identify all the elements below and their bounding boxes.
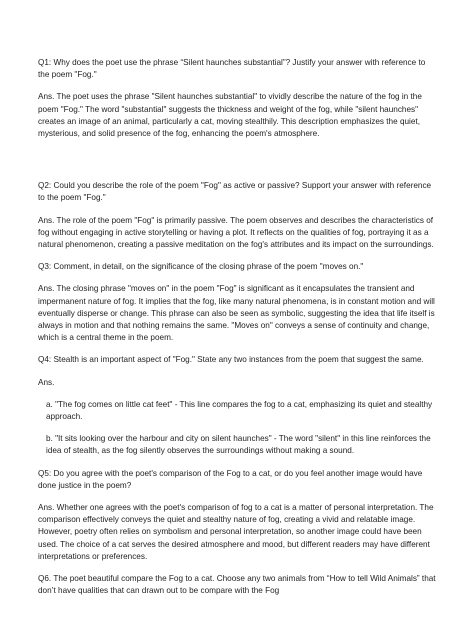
question-6: Q6. The poet beautiful compare the Fog to a cat. Choose any two animals from “How to tell Wild Animals” that don’t have qualities that can drawn out to be compare with the Fog <box>38 574 436 596</box>
answer-4-item-a: a. "The fog comes on little cat feet" - This line compares the fog to a cat, emphasizing its quiet and stealthy approach. <box>46 399 433 422</box>
answer-5: Ans. Whether one agrees with the poet's comparison of fog to a cat is a matter of personal interpretation. The comparison effectively conveys the quiet and stealthy nature of fog, creating a vivid and relatable image. However, poetry often relies on symbolism and personal interpretation, so another image could have been used. The choice of a cat serves the desired atmosphere and mood, but different readers may have different interpretations or preferences. <box>38 503 434 561</box>
question-4: Q4: Stealth is an important aspect of "Fog." State any two instances from the poem that suggest the same. <box>38 355 424 365</box>
question-5: Q5: Do you agree with the poet's comparison of the Fog to a cat, or do you feel another image would have done justice in the poem? <box>38 468 423 490</box>
question-3: Q3: Comment, in detail, on the significance of the closing phrase of the poem "moves on." <box>38 262 364 272</box>
document-body <box>38 57 436 598</box>
answer-1: Ans. The poet uses the phrase "Silent haunches substantial" to vividly describe the nature of the fog in the poem "Fog." The word "substantial" suggests the thickness and weight of the fog, while "silent haunches" creates an image of an animal, particularly a cat, moving stealthily. This description emphasizes the quiet, mysterious, and solid presence of the fog, enhancing the poem's atmosphere. <box>38 92 422 139</box>
question-2: Q2: Could you describe the role of the poem "Fog" as active or passive? Support your answer with reference to the poem "Fog." <box>38 181 432 203</box>
answer-2: Ans. The role of the poem "Fog" is primarily passive. The poem observes and describes the characteristics of fog without engaging in active storytelling or having a plot. It reflects on the qualities of fog, portraying it as a natural phenomenon, creating a passive meditation on the fog's attributes and its impact on the surroundings. <box>38 215 434 250</box>
answer-4-label: Ans. <box>38 377 55 387</box>
answer-3: Ans. The closing phrase "moves on" in the poem "Fog" is significant as it encapsulates the transient and impermanent nature of fog. It implies that the fog, like many natural phenomena, is in constant motion and will eventually disperse or change. This phrase can also be seen as symbolic, suggesting the idea that life itself is always in motion and that nothing remains the same. "Moves on" conveys a sense of continuity and change, which is a central theme in the poem. <box>38 284 435 343</box>
answer-4-item-b: b. "It sits looking over the harbour and city on silent haunches" - The word "silent" in this line reinforces the idea of stealth, as the fog silently observes the surroundings without making a sound. <box>46 434 431 456</box>
question-1: Q1: Why does the poet use the phrase “Silent haunches substantial”? Justify your answer with reference to the poem "Fog." <box>38 58 426 80</box>
